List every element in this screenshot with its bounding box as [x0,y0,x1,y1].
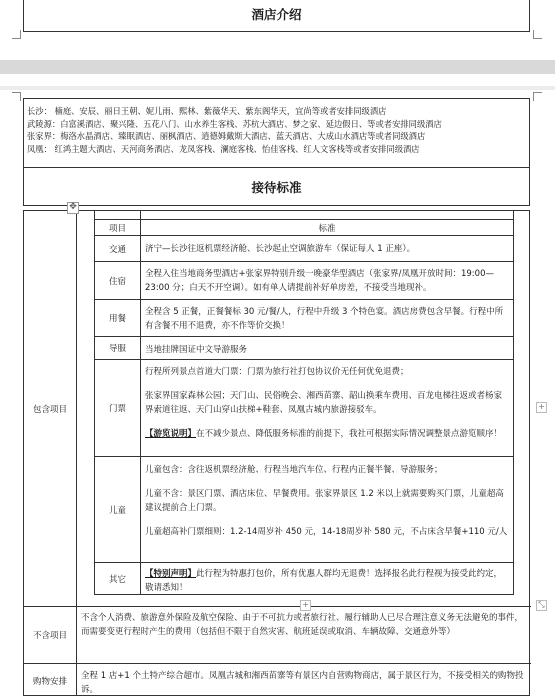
other-note-text: 此行程为特惠打包价，所有优惠人群均无退费！选择报名此行程视为接受此约定，敬请悉知！ [145,569,503,593]
shopping-text: 全程 1 店+1 个土特产综合超市。凤凰古城和湘西苗寨等有景区内自营购物商店，属于景区行为，不接受相关的购物投诉。 [81,671,524,695]
column-header-item: 项目 [108,223,126,234]
excluded-items-text: 不含个人消费、旅游意外保险及航空保险、由于不可抗力或者旅行社、履行辅助人已尽合理注意义务无法避免的事件，而需要变更行程时产生的费用（包括但不限于自然灾害、航班延误或取消、车辆故障、交通意外等） [81,613,524,637]
table-divider [513,211,514,595]
children-paragraph: 儿童不含：景区门票、酒店床位、早餐费用。张家界景区 1.2 米以上就需要购买门票，儿童超高建议提前合上门票。 [145,489,504,513]
add-row-icon[interactable]: + [300,600,311,611]
excluded-items-label: 不含项目 [32,631,67,641]
tickets-note-text: 在不减少景点、降低服务标准的前提下，我社可根据实际情况调整景点游览顺序！ [196,429,503,439]
row-text-meals: 全程含 5 正餐，正餐餐标 30 元/餐/人，行程中升级 3 个特色宴。酒店房费包含早餐。行程中所有含餐不用不退费，亦不作等价交换！ [145,307,504,331]
row-text-traffic: 济宁—长沙往返机票经济舱、长沙起止空调旅游车（保证每人 1 正座）。 [145,244,416,254]
row-label-children: 儿童 [108,505,126,516]
reception-title-box [23,168,530,206]
table-divider [94,235,514,236]
row-label-other: 其它 [108,574,126,585]
page-title: 酒店介绍 [251,7,302,22]
page-break-band [0,60,555,74]
row-text-tickets [141,362,513,444]
tickets-paragraph: 张家界国家森林公园；天门山、民俗晚会、湘西苗寨、韶山换乘车费用、百龙电梯往返或者杨家界索道往返、天门山穿山扶梯+鞋套、凤凰古城内旅游接驳车。 [145,391,503,415]
hotel-intro-title-box [23,0,530,32]
hotel-line-changsha: 长沙： 楠庭、安辰、丽日王朝、妮儿雨、熙林、紫薇华天、紫东阁华天，宜尚等或者安排同级酒店 [27,106,387,116]
row-text-lodging: 全程入住当地商务型酒店+张家界特别升级一晚豪华型酒店（张家界/凤凰开放时间：19:00—23:00 分；白天不开空调）。如有单人请提前补好单房差，不接受当地现补。 [145,269,494,293]
row-text-other [141,564,513,598]
row-label-tickets: 门票 [108,404,126,414]
table-divider [94,261,514,262]
hotel-line-zhangjiajie: 张家界：梅洛水晶酒店、臻眠酒店、丽枫酒店、逍德姆戴斯大酒店、蓝天酒店、大成山水酒店等或者同级酒店 [27,131,426,141]
section-title: 接待标准 [251,180,302,195]
row-label-traffic: 交通 [108,244,126,255]
row-text-guide: 当地挂牌国证中文导游服务 [145,345,248,355]
reception-standard-table [23,210,530,696]
column-header-standard: 标准 [318,223,336,234]
row-label-meals: 用餐 [108,314,126,324]
table-divider [94,456,514,457]
row-label-lodging: 住宿 [108,276,126,287]
children-paragraph: 儿童包含：含往返机票经济舱、行程当地汽车位、行程内正餐半餐、导游服务； [145,465,443,475]
table-divider [24,606,531,607]
crop-mark [12,92,21,101]
tickets-note [145,427,509,441]
table-divider [24,663,531,664]
crop-mark [12,30,21,39]
crop-mark [533,92,542,101]
shopping-label: 购物安排 [32,676,67,687]
add-column-icon[interactable]: + [536,402,547,413]
include-items-label: 包含项目 [32,404,67,415]
hotel-list [23,98,530,168]
table-divider [94,299,514,300]
tickets-note-heading: 【游览说明】 [145,429,197,439]
crop-mark [533,30,542,39]
table-move-handle[interactable]: ✥ [67,202,79,214]
row-text-children [141,460,513,542]
page-break-shadow [0,86,555,90]
children-paragraph: 儿童超高补门票细则：1.2-14周岁补 450 元，14-18周岁补 580 元，不占床含早餐+110 元/人 [145,527,508,537]
table-divider [94,562,514,563]
table-divider [94,336,514,337]
hotel-line-wulingyuan: 武陵源：白富溪酒店、聚兴隆、五花八门、山水养生客栈、苏杭大酒店、梦之家、延边假日、等或者安排同级酒店 [27,118,442,129]
hotel-line-fenghuang: 凤凰： 红鸿主题大酒店、天河商务酒店、龙凤客栈、澜庭客栈、怡佳客栈、红人文客栈等或者安排同级酒店 [27,143,420,154]
table-resize-icon[interactable]: ⤡ [536,600,547,611]
other-note-heading: 【特别声明】 [145,569,197,579]
tickets-paragraph: 行程所列景点首道大门票：门票为旅行社打包协议价无任何优免退费； [145,367,409,377]
row-label-guide: 导服 [108,344,126,354]
